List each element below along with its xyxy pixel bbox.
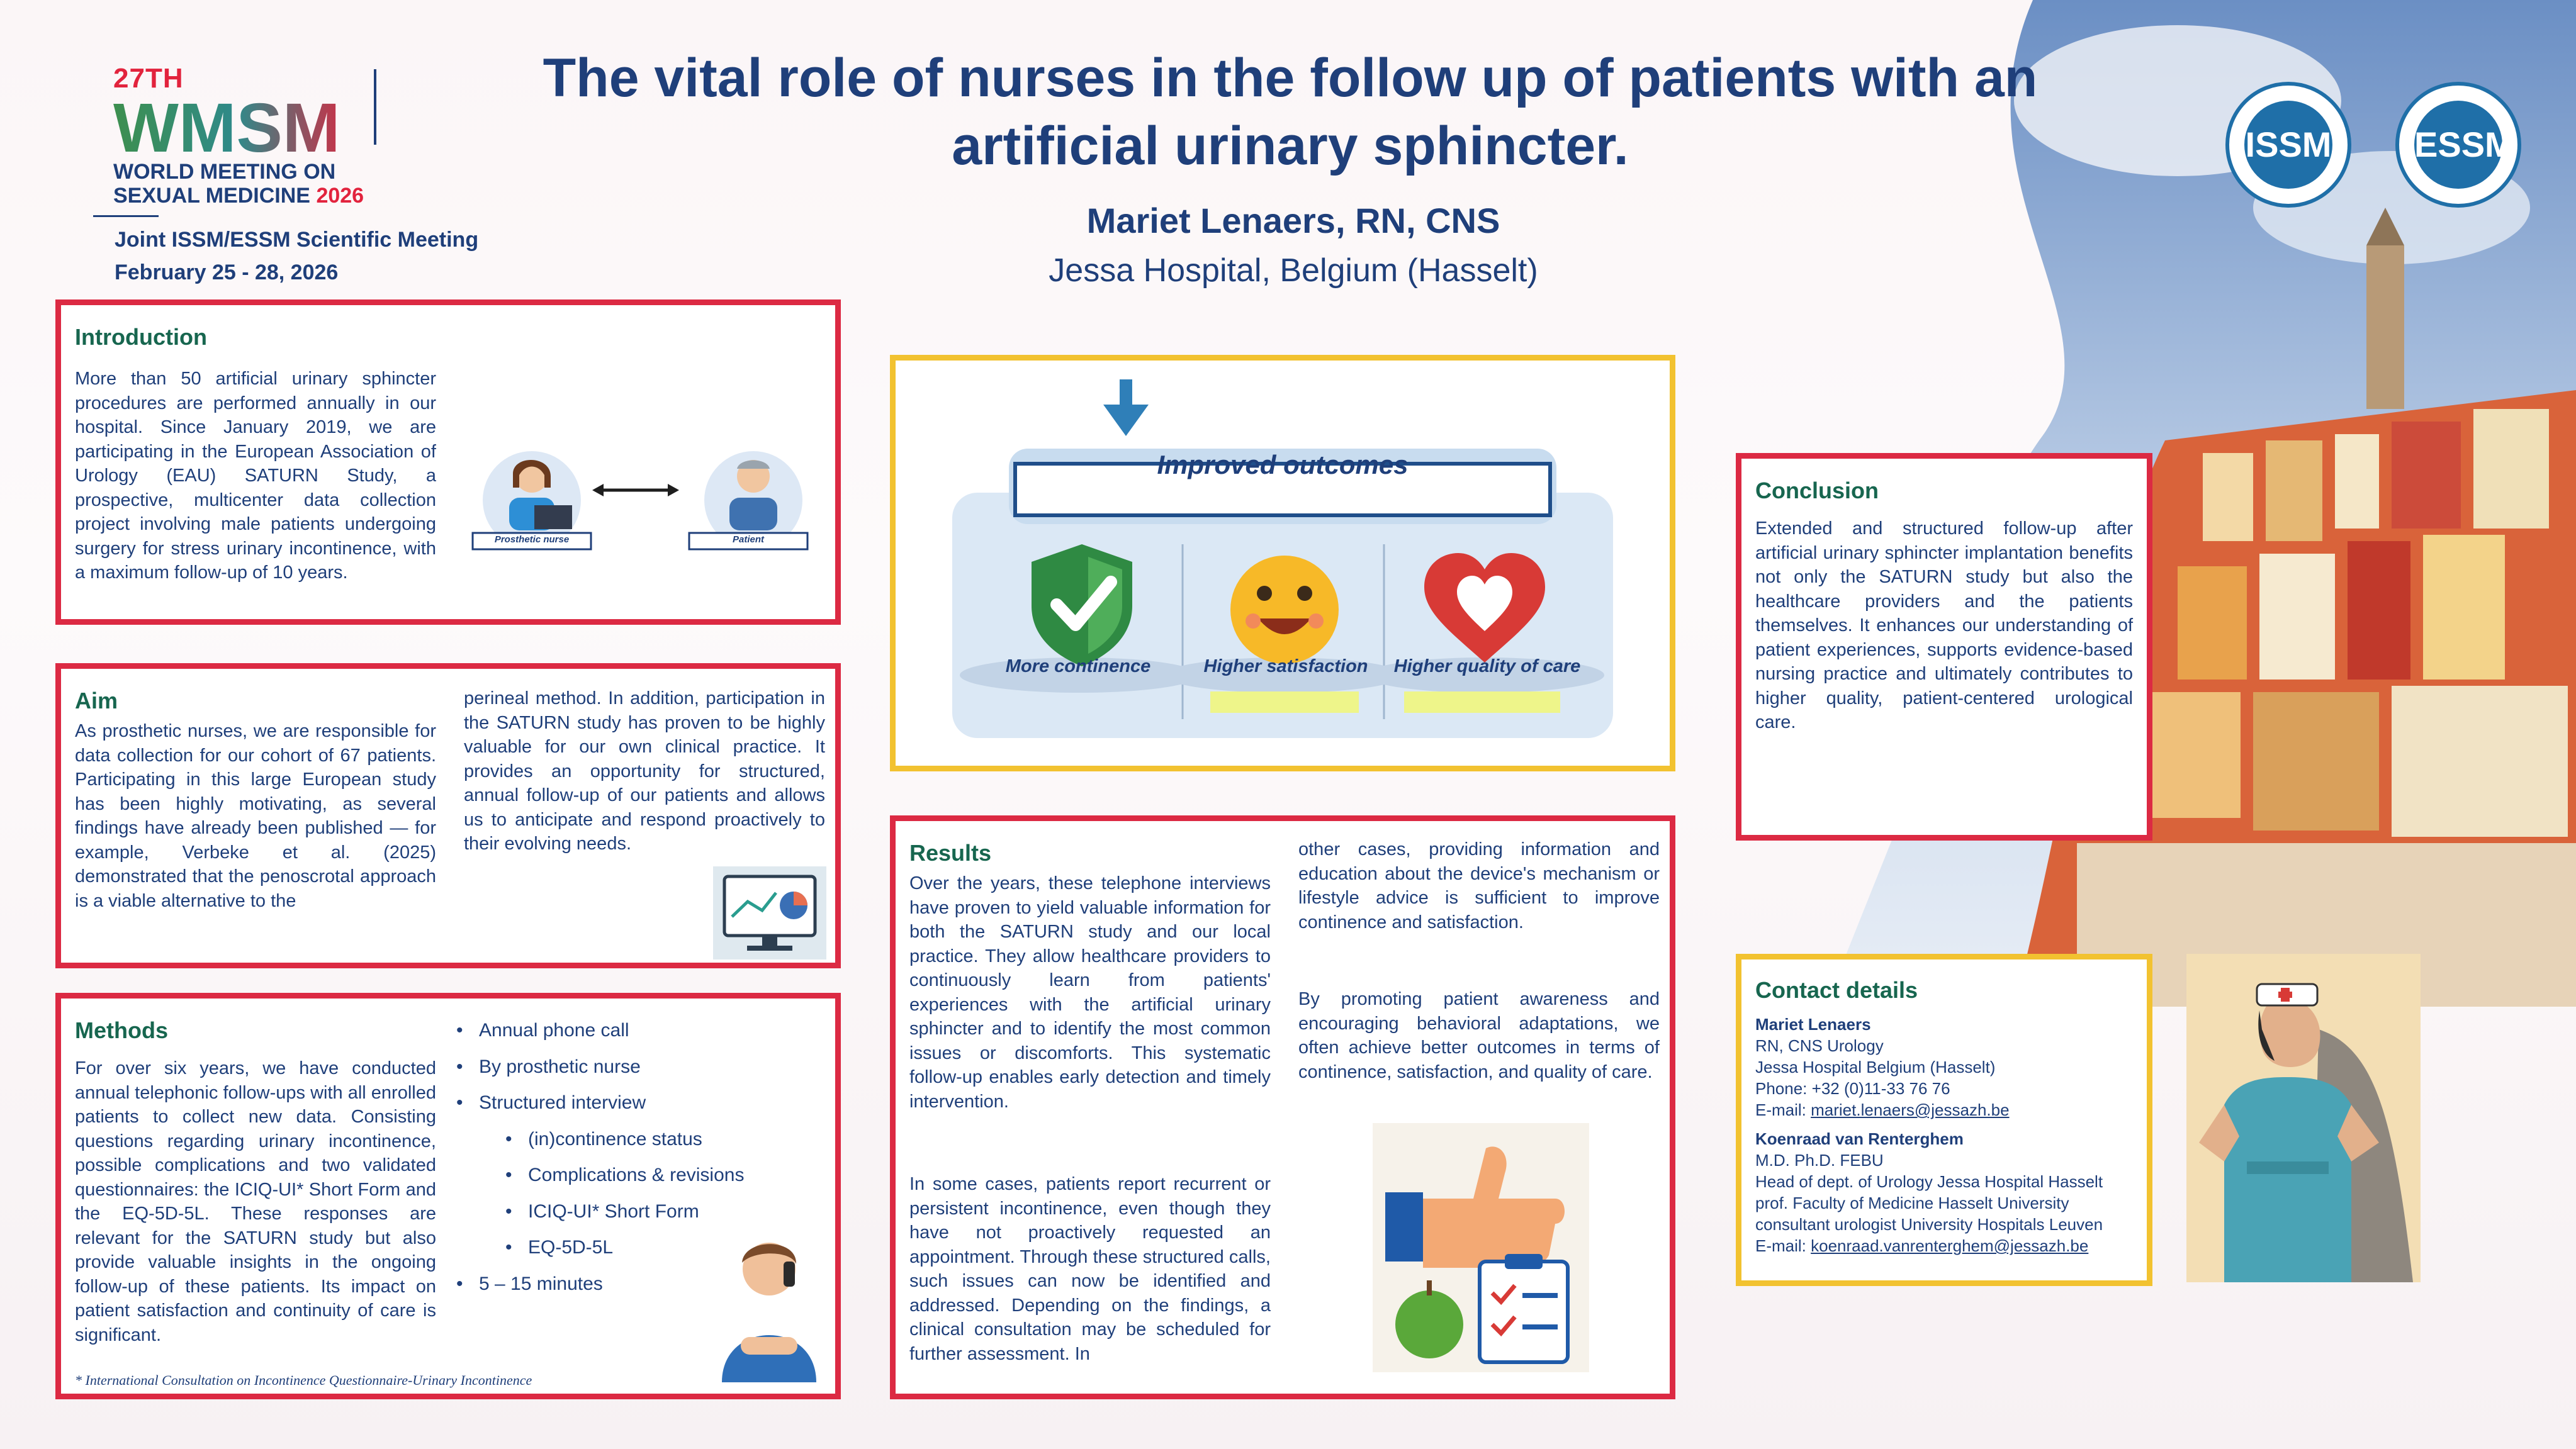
methods-bullet: • By prosthetic nurse bbox=[456, 1049, 834, 1085]
contact-1-name: Mariet Lenaers bbox=[1755, 1015, 1871, 1034]
man-on-phone-illustration bbox=[709, 1225, 829, 1382]
superhero-nurse-illustration bbox=[2186, 954, 2421, 1282]
methods-sub-bullet: • Complications & revisions bbox=[456, 1157, 834, 1194]
contact-1-phone: Phone: +32 (0)11-33 76 76 bbox=[1755, 1079, 1950, 1098]
outcomes-banner: Improved outcomes bbox=[1157, 450, 1409, 479]
methods-section bbox=[55, 993, 841, 1399]
logo-acronym: WMSM bbox=[113, 97, 466, 160]
introduction-text: More than 50 artificial urinary sphincter procedures are performed annually in our hospital. Since January 2019, we are participating in the European Association of Urology (EAU) SATURN Study, a prospective, multicenter data collection project involving male patients undergoing surgery for stress urinary incontinence, with a maximum follow-up of 10 years. bbox=[75, 369, 436, 583]
outcome-higher-satisfaction: Higher satisfaction bbox=[1203, 656, 1368, 676]
contact-2-email-link[interactable]: koenraad.vanrenterghem@jessazh.be bbox=[1811, 1236, 2089, 1255]
results-text-col2b: By promoting patient awareness and encouraging behavioral adaptations, we often achieve better outcomes in terms of continence, satisfaction, and quality of care. bbox=[1298, 989, 1660, 1082]
poster-author: Mariet Lenaers, RN, CNS bbox=[1086, 201, 1500, 240]
logo-line2: SEXUAL MEDICINE 2026 bbox=[113, 184, 364, 208]
aim-section bbox=[55, 663, 841, 968]
contact-1-email-link[interactable]: mariet.lenaers@jessazh.be bbox=[1811, 1100, 2010, 1119]
outcome-higher-quality: Higher quality of care bbox=[1393, 656, 1581, 676]
poster-title: The vital role of nurses in the follow up of patients with an artificial urinary sphincter. bbox=[543, 48, 2038, 176]
contact-2-name: Koenraad van Renterghem bbox=[1755, 1129, 1964, 1148]
logo-year: 2026 bbox=[316, 184, 364, 208]
results-text-col1b: In some cases, patients report recurrent or persistent incontinence, even though they have not proactively requested an appointment. Through these structured calls, such issues can now be identified and addressed. Depending on the findings, a clinical consultation may be scheduled for further assessment. In bbox=[909, 1174, 1271, 1364]
contact-person-1 bbox=[1755, 1014, 2139, 1121]
poster-affiliation: Jessa Hospital, Belgium (Hasselt) bbox=[1049, 252, 1538, 289]
results-text-col1a: Over the years, these telephone interviews have proven to yield valuable information for both the SATURN study and our local practice. They allow healthcare providers to continuously learn from patients' experiences with the artificial urinary sphincter and to identify the most common issues or discomforts. This systematic follow-up enables early detection and timely intervention. bbox=[909, 873, 1271, 1112]
results-text-col2a: other cases, providing information and education about the device's mechanism or lifestyle advice is sufficient to improve continence and satisfaction. bbox=[1298, 839, 1660, 932]
contact-2-title: M.D. Ph.D. FEBU bbox=[1755, 1151, 1884, 1170]
contact-1-role: RN, CNS Urology bbox=[1755, 1036, 1884, 1055]
methods-bullet: • Structured interview bbox=[456, 1085, 834, 1121]
contact-person-2 bbox=[1755, 1128, 2146, 1256]
outcome-more-continence: More continence bbox=[1005, 656, 1151, 676]
contact-2-line1: Head of dept. of Urology Jessa Hospital Hasselt bbox=[1755, 1172, 2103, 1191]
logo-divider bbox=[374, 69, 376, 145]
aim-text-col2: perineal method. In addition, participation in the SATURN study has proven to be highly valuable for our own clinical practice. It provides an opportunity for structured, annual follow-up of our patients and allows us to anticipate and respond proactively to their evolving needs. bbox=[464, 688, 825, 854]
results-heading: Results bbox=[909, 840, 992, 866]
methods-sub-bullet: • EQ-5D-5L bbox=[456, 1229, 834, 1266]
meeting-name: Joint ISSM/ESSM Scientific Meeting bbox=[115, 228, 479, 252]
conclusion-text: Extended and structured follow-up after artificial urinary sphincter implantation benefits not only the SATURN study but also the healthcare providers and the patients themselves. It enhances our understanding of patient experiences, supports evidence-based nursing practice and ultimately contributes to higher quality, patient-centered urological care. bbox=[1755, 518, 2133, 732]
aim-text-col1: As prosthetic nurses, we are responsible for data collection for our cohort of 67 patients. Participating in this large European study has been highly motivating, as several findings have already been published — for example, Verbeke et al. (2025) demonstrated that the penoscrotal approach is a viable alternative to the bbox=[75, 721, 436, 911]
contact-section bbox=[1736, 954, 2152, 1286]
methods-sub-bullet: • ICIQ-UI* Short Form bbox=[456, 1194, 834, 1230]
contact-2-line2: prof. Faculty of Medicine Hasselt University bbox=[1755, 1194, 2069, 1212]
patient-label: Patient bbox=[732, 534, 764, 545]
contact-2-line3: consultant urologist University Hospitals Leuven bbox=[1755, 1215, 2103, 1234]
logo-underline bbox=[93, 215, 159, 217]
outcomes-graphic bbox=[933, 379, 1632, 744]
logo-edition: 27TH bbox=[113, 63, 184, 94]
smiley-icon bbox=[1230, 556, 1339, 664]
contact-1-email-row: E-mail: mariet.lenaers@jessazh.be bbox=[1755, 1100, 2010, 1119]
methods-bullet: • 5 – 15 minutes bbox=[456, 1266, 834, 1302]
issm-seal-logo: ISSM bbox=[2225, 82, 2351, 208]
introduction-section bbox=[55, 299, 841, 625]
contact-1-org: Jessa Hospital Belgium (Hasselt) bbox=[1755, 1058, 1996, 1077]
results-section bbox=[890, 815, 1675, 1399]
introduction-heading: Introduction bbox=[75, 324, 207, 350]
conclusion-section bbox=[1736, 453, 2152, 841]
methods-heading: Methods bbox=[75, 1017, 168, 1043]
nurse-label: Prosthetic nurse bbox=[494, 534, 570, 545]
logo-line1: WORLD MEETING ON bbox=[113, 160, 336, 184]
contact-2-email-row: E-mail: koenraad.vanrenterghem@jessazh.be bbox=[1755, 1236, 2089, 1255]
methods-text: For over six years, we have conducted annual telephonic follow-ups with all enrolled patients to collect new data. Consisting questions regarding urinary incontinence, possible complications and two validated questionnaires: the ICIQ-UI* Short Form and the EQ-5D-5L. These responses are relevant for the SATURN study but also provide valuable insights in the ongoing follow-up of these patients. Its impact on patient satisfaction and continuity of care is significant. bbox=[75, 1058, 436, 1345]
contact-heading: Contact details bbox=[1755, 977, 1918, 1003]
monitor-chart-icon bbox=[713, 866, 826, 959]
methods-bullet: • Annual phone call bbox=[456, 1012, 834, 1049]
aim-heading: Aim bbox=[75, 688, 118, 713]
essm-seal-logo: ESSM bbox=[2395, 82, 2521, 208]
thumbs-up-clipboard-illustration bbox=[1373, 1123, 1589, 1372]
improved-outcomes-infographic bbox=[890, 355, 1675, 771]
meeting-dates: February 25 - 28, 2026 bbox=[115, 260, 339, 284]
methods-sub-bullet: • (in)continence status bbox=[456, 1121, 834, 1158]
conclusion-heading: Conclusion bbox=[1755, 478, 1879, 503]
methods-footnote: * International Consultation on Incontinence Questionnaire-Urinary Incontinence bbox=[75, 1372, 532, 1388]
